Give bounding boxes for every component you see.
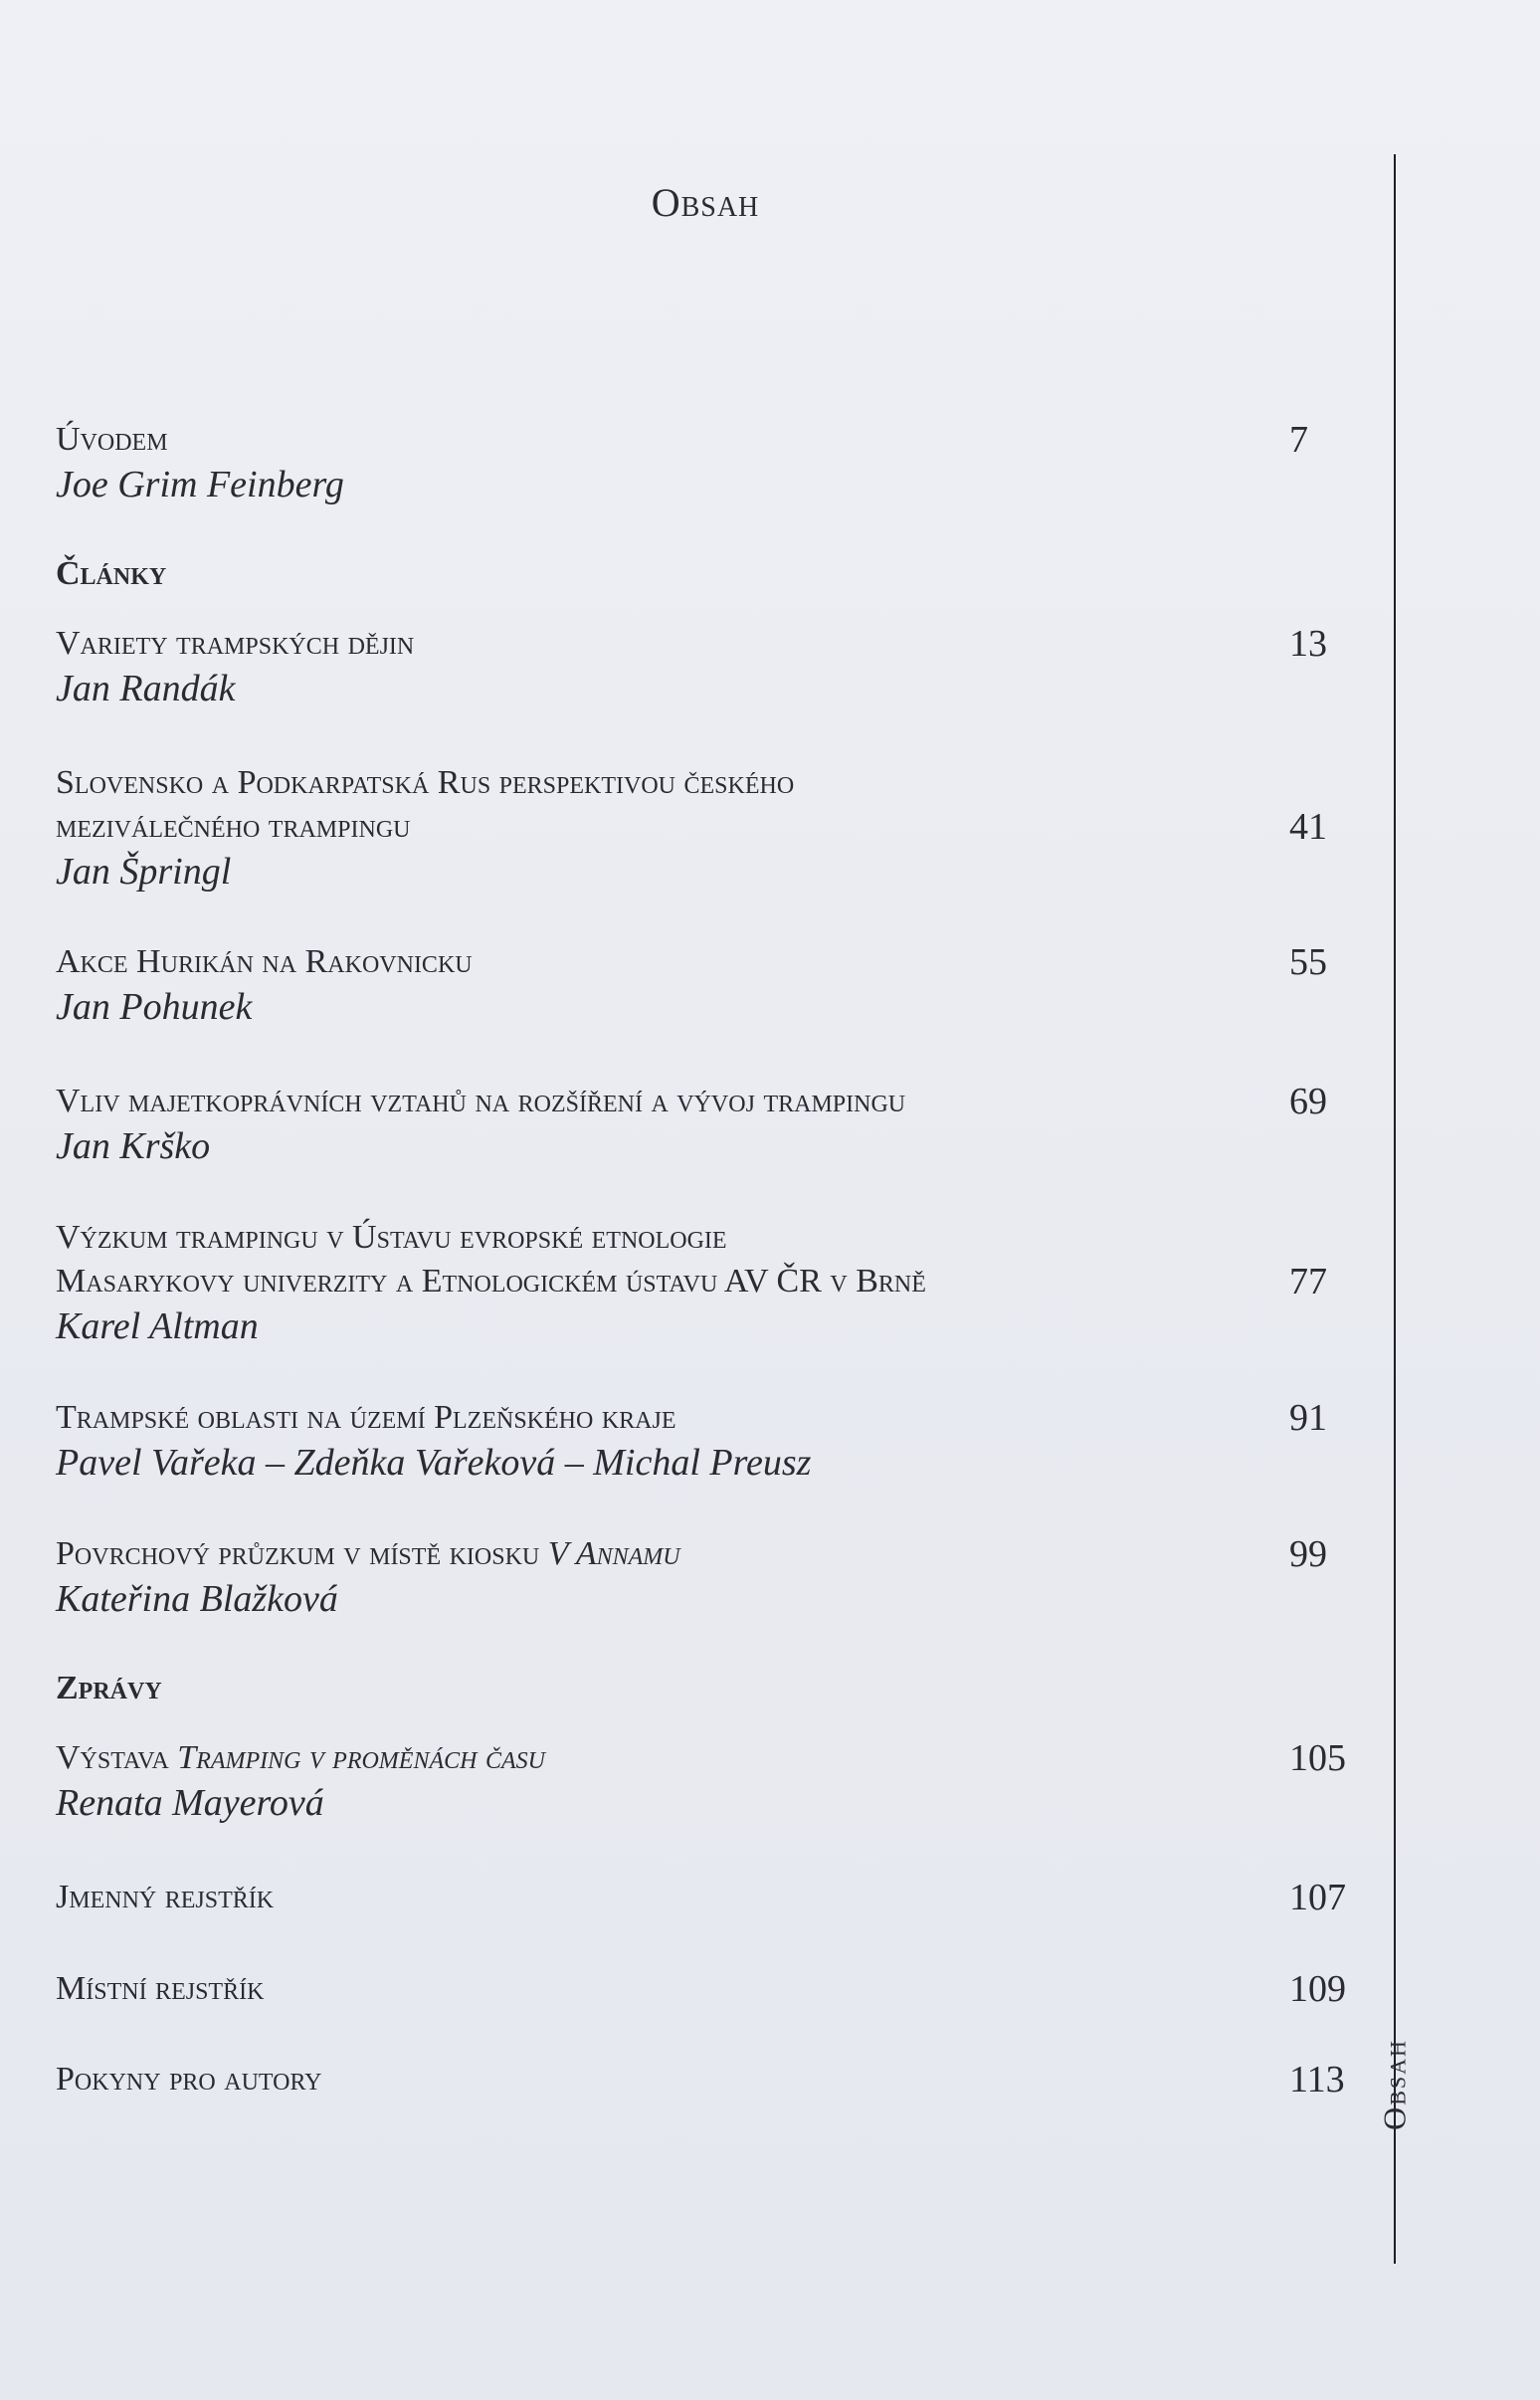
section-heading-clanky: Články bbox=[56, 555, 167, 592]
toc-entry-author: Jan Randák bbox=[56, 668, 236, 709]
toc-entry-title bbox=[56, 1736, 1289, 1780]
toc-entry-page: 107 bbox=[1289, 1877, 1346, 1918]
toc-entry-trampske-oblasti[interactable] bbox=[56, 1396, 1327, 1486]
toc-entry-vyzkum[interactable] bbox=[56, 1216, 1327, 1349]
toc-entry-title-cont: Masarykovy univerzity a Etnologickém ústavu AV ČR v Brně bbox=[56, 1263, 926, 1300]
toc-entry-jmenny-rejstrik[interactable] bbox=[56, 1876, 1346, 1919]
toc-entry-author: Pavel Vařeka – Zdeňka Vařeková – Michal Preusz bbox=[56, 1442, 812, 1484]
toc-entry-title-italic: Tramping v proměnách času bbox=[177, 1739, 545, 1776]
toc-entry-title-italic: V Annamu bbox=[547, 1535, 680, 1572]
toc-entry-author: Joe Grim Feinberg bbox=[56, 464, 344, 505]
toc-entry-title: Místní rejstřík bbox=[56, 1970, 265, 2007]
toc-entry-page: 91 bbox=[1289, 1397, 1327, 1439]
toc-entry-page: 13 bbox=[1289, 623, 1327, 665]
page-title: Obsah bbox=[651, 180, 760, 225]
toc-entry-slovensko[interactable] bbox=[56, 761, 1327, 895]
toc-entry-page: 69 bbox=[1289, 1081, 1327, 1122]
toc-entry-title: Pokyny pro autory bbox=[56, 2061, 322, 2098]
toc-entry-title-cont: meziválečného trampingu bbox=[56, 808, 411, 845]
running-head-text: Obsah bbox=[1376, 2039, 1413, 2130]
toc-entry-page: 109 bbox=[1289, 1968, 1346, 2010]
section-heading-zpravy: Zprávy bbox=[56, 1670, 162, 1706]
toc-entry-author: Renata Mayerová bbox=[56, 1782, 324, 1824]
toc-entry-vliv[interactable] bbox=[56, 1080, 1327, 1169]
toc-entry-title: Výzkum trampingu v Ústavu evropské etnologie bbox=[56, 1219, 727, 1256]
toc-entry-mistni-rejstrik[interactable] bbox=[56, 1967, 1346, 2011]
toc-entry-author: Jan Pohunek bbox=[56, 986, 253, 1028]
toc-entry-page: 41 bbox=[1289, 806, 1327, 848]
toc-entry-title: Jmenný rejstřík bbox=[56, 1879, 275, 1915]
toc-entry-title: Slovensko a Podkarpatská Rus perspektivou českého bbox=[56, 764, 795, 801]
toc-entry-page: 77 bbox=[1289, 1261, 1327, 1302]
toc-entry-author: Jan Krško bbox=[56, 1125, 211, 1167]
toc-entry-title: Vliv majetkoprávních vztahů na rozšíření a vývoj trampingu bbox=[56, 1083, 906, 1119]
toc-entry-title: Akce Hurikán na Rakovnicku bbox=[56, 943, 473, 980]
toc-entry-author: Karel Altman bbox=[56, 1305, 259, 1347]
toc-entry-page: 55 bbox=[1289, 941, 1327, 983]
toc-entry-title: Úvodem bbox=[56, 421, 168, 458]
toc-entry-vystava[interactable] bbox=[56, 1736, 1346, 1826]
toc-entry-pokyny-pro-autory[interactable] bbox=[56, 2058, 1345, 2101]
toc-entry-title bbox=[56, 1532, 1289, 1576]
toc-entry-title: Trampské oblasti na území Plzeňského kraje bbox=[56, 1399, 676, 1436]
toc-entry-akce-hurikan[interactable] bbox=[56, 940, 1327, 1030]
toc-entry-uvodem[interactable] bbox=[56, 418, 1308, 507]
toc-entry-page: 105 bbox=[1289, 1737, 1346, 1779]
toc-entry-author: Kateřina Blažková bbox=[56, 1578, 338, 1620]
toc-entry-title-text: Výstava bbox=[56, 1739, 178, 1776]
toc-entry-page: 99 bbox=[1289, 1533, 1327, 1575]
toc-entry-variety[interactable] bbox=[56, 622, 1327, 711]
toc-entry-title-text: Povrchový průzkum v místě kiosku bbox=[56, 1535, 548, 1572]
margin-rule bbox=[1394, 154, 1396, 2264]
toc-entry-author: Jan Špringl bbox=[56, 851, 232, 893]
toc-entry-povrchovy-pruzkum[interactable] bbox=[56, 1532, 1327, 1622]
toc-entry-page: 7 bbox=[1289, 419, 1308, 461]
toc-entry-title: Variety trampských dějin bbox=[56, 625, 415, 662]
toc-entry-page: 113 bbox=[1289, 2059, 1345, 2100]
